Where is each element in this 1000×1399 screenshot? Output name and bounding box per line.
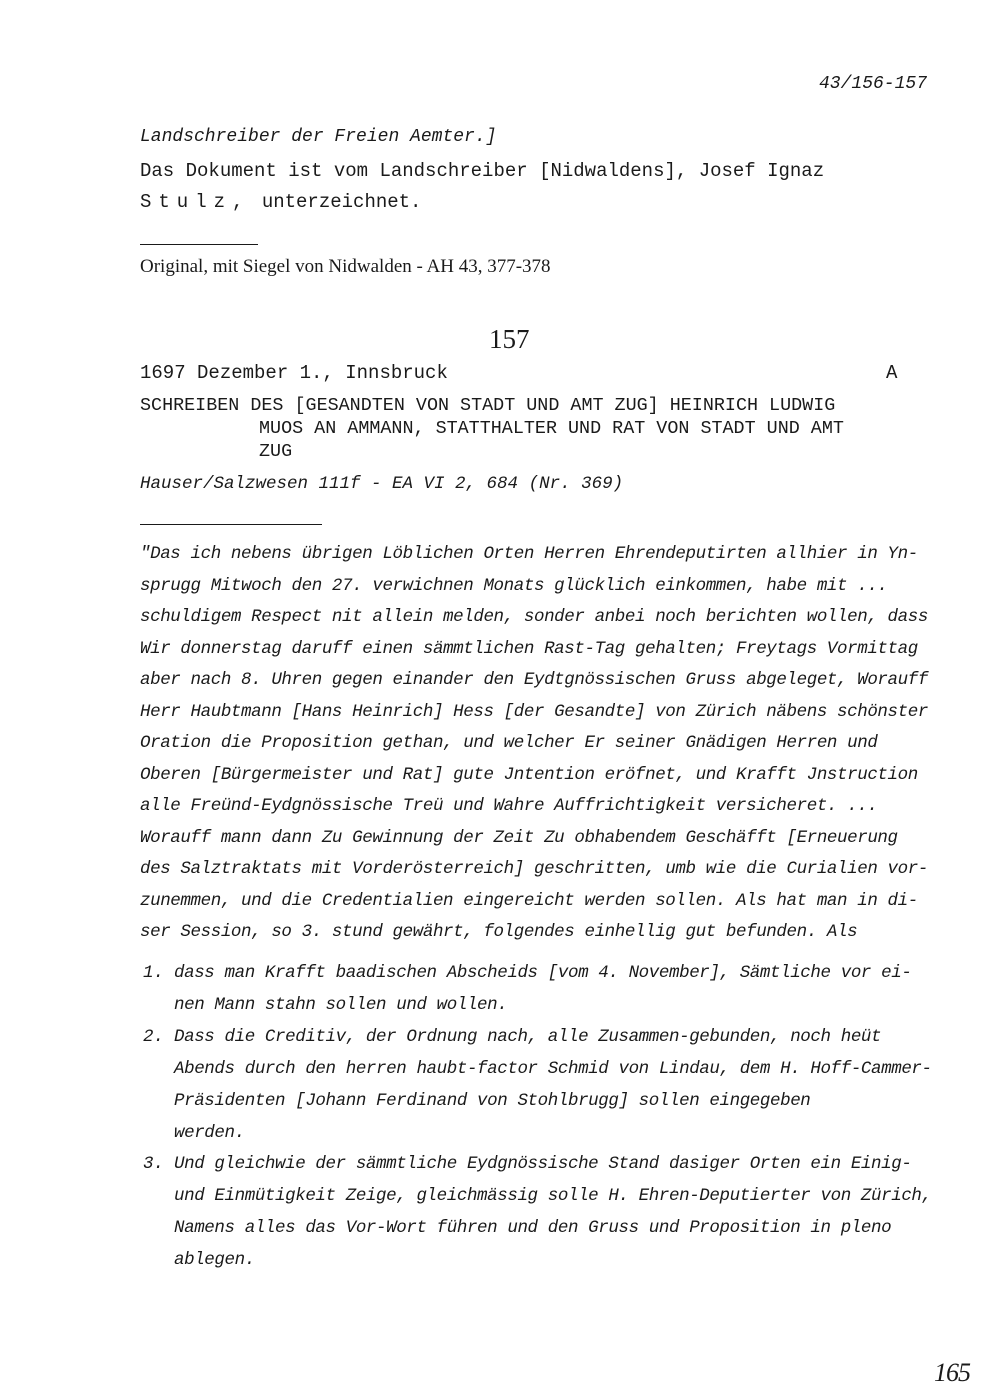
body-line: aber nach 8. Uhren gegen einander den Eydtgnössischen Gruss abgeleget, Worauff: [140, 670, 928, 690]
previous-doc-signer-line: [140, 191, 421, 213]
document-title-line1: SCHREIBEN DES [GESANDTEN VON STADT UND AMT ZUG] HEINRICH LUDWIG: [140, 395, 836, 416]
page-reference: 43/156-157: [819, 74, 928, 94]
item-line: Namens alles das Vor-Wort führen und den Gruss und Proposition in pleno: [174, 1218, 892, 1238]
document-title-line3: ZUG: [259, 441, 293, 462]
item-line: Dass die Creditiv, der Ordnung nach, alle Zusammen-gebunden, noch heüt: [174, 1027, 882, 1047]
body-line: "Das ich nebens übrigen Löblichen Orten Herren Ehrendeputirten allhier in Yn-: [140, 544, 918, 564]
body-line: zunemmen, und die Credentialien eingereicht werden sollen. Als hat man in di-: [140, 890, 918, 911]
item-line: und Einmütigkeit Zeige, gleichmässig solle H. Ehren-Deputierter von Zürich,: [174, 1186, 932, 1206]
previous-doc-signature-line: Das Dokument ist vom Landschreiber [Nidwaldens], Josef Ignaz: [140, 160, 825, 182]
item-line: Abends durch den herren haubt-factor Schmid von Lindau, dem H. Hoff-Cammer-: [174, 1059, 932, 1079]
body-line: des Salztraktats mit Vorderösterreich] geschritten, umb wie die Curialien vor-: [140, 859, 928, 879]
body-line: schuldigem Respect nit allein melden, sonder anbei noch berichten wollen, dass: [140, 607, 928, 627]
signer-line-rest: unterzeichnet.: [261, 191, 422, 213]
item-line: ablegen.: [174, 1250, 255, 1270]
previous-doc-source: Original, mit Siegel von Nidwalden - AH 43, 377-378: [140, 256, 551, 277]
document-number: 157: [489, 324, 530, 354]
body-line: Oberen [Bürgermeister und Rat] gute Jntention eröfnet, und Krafft Jnstruction: [140, 764, 918, 785]
body-line: ser Session, so 3. stund gewährt, folgendes einhellig gut befunden. Als: [140, 922, 858, 942]
item-line: dass man Krafft baadischen Abscheids [vom 4. November], Sämtliche vor ei-: [174, 963, 912, 983]
item-number: 3.: [143, 1154, 165, 1174]
item-line: nen Mann stahn sollen und wollen.: [174, 995, 508, 1015]
item-line: Präsidenten [Johann Ferdinand von Stohlbrugg] sollen eingegeben: [174, 1091, 811, 1111]
item-number: 2.: [143, 1027, 165, 1047]
document-title-line2: MUOS AN AMMANN, STATTHALTER UND RAT VON STADT UND AMT: [259, 418, 844, 439]
body-line: Worauff mann dann Zu Gewinnung der Zeit Zu obhabendem Geschäfft [Erneuerung: [140, 827, 898, 848]
date-place: 1697 Dezember 1., Innsbruck: [140, 362, 448, 384]
item-line: werden.: [174, 1123, 245, 1143]
version-letter: A: [886, 362, 898, 384]
body-line: alle Freünd-Eydgnössische Treü und Wahre Auffrichtigkeit versicheret. ...: [140, 796, 878, 816]
body-line: Herr Haubtmann [Hans Heinrich] Hess [der Gesandte] von Zürich näbens schönster: [140, 701, 928, 722]
body-line: Oration die Proposition gethan, und welcher Er seiner Gnädigen Herren und: [140, 733, 878, 753]
section-rule-2: [140, 524, 322, 525]
item-line: Und gleichwie der sämmtliche Eydgnössische Stand dasiger Orten ein Einig-: [174, 1154, 912, 1174]
signer-name-spaced: Stulz,: [140, 191, 251, 213]
section-rule-1: [140, 244, 258, 245]
body-line: sprugg Mitwoch den 27. verwichnen Monats glücklich einkommen, habe mit ...: [140, 575, 888, 596]
previous-doc-tail: Landschreiber der Freien Aemter.]: [140, 127, 497, 147]
item-number: 1.: [143, 963, 165, 983]
handwritten-page-mark: 165: [934, 1358, 970, 1387]
body-line: Wir donnerstag daruff einen sämmtlichen Rast-Tag gehalten; Freytags Vormittag: [140, 638, 918, 659]
references: Hauser/Salzwesen 111f - EA VI 2, 684 (Nr. 369): [140, 474, 624, 494]
